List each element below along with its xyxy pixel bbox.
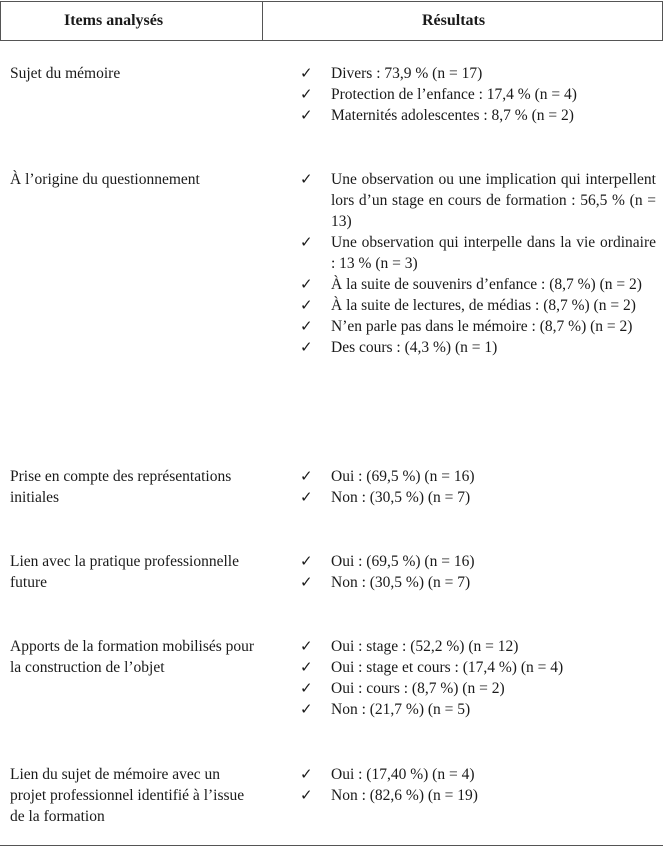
header-column-divider <box>262 1 263 41</box>
result-item: ✓ À la suite de souvenirs d’enfance : (8,7 %) (n = 2) <box>300 275 642 293</box>
checkmark-icon: ✓ <box>300 700 313 718</box>
results-representations-initiales <box>300 466 656 508</box>
result-item: ✓ Oui : (69,5 %) (n = 16) <box>300 552 475 570</box>
result-item: ✓ À la suite de lectures, de médias : (8,7 %) (n = 2) <box>300 296 636 314</box>
checkmark-icon: ✓ <box>300 85 313 103</box>
checkmark-icon: ✓ <box>300 64 313 82</box>
result-item: ✓ Oui : cours : (8,7 %) (n = 2) <box>300 679 505 697</box>
header-items-analyses: Items analysés <box>64 12 164 29</box>
checkmark-icon: ✓ <box>300 233 313 251</box>
result-item: ✓ Des cours : (4,3 %) (n = 1) <box>300 338 498 356</box>
result-item: ✓ N’en parle pas dans le mémoire : (8,7 %) (n = 2) <box>300 317 633 335</box>
header-left-border <box>0 1 1 41</box>
checkmark-icon: ✓ <box>300 765 313 783</box>
result-item: ✓ Maternités adolescentes : 8,7 % (n = 2) <box>300 106 574 124</box>
checkmark-icon: ✓ <box>300 296 313 314</box>
checkmark-icon: ✓ <box>300 679 313 697</box>
item-pratique-professionnelle: Lien avec la pratique professionnelle future <box>10 553 239 591</box>
header-resultats: Résultats <box>422 12 486 29</box>
checkmark-icon: ✓ <box>300 786 313 804</box>
checkmark-icon: ✓ <box>300 658 313 676</box>
result-item: ✓ Divers : 73,9 % (n = 17) <box>300 64 483 82</box>
results-origine-questionnement <box>300 169 656 358</box>
result-item: ✓ Oui : (69,5 %) (n = 16) <box>300 467 475 485</box>
item-projet-professionnel: Lien du sujet de mémoire avec un projet professionnel identifié à l’issue de la formation <box>10 766 245 825</box>
item-apports-formation: Apports de la formation mobilisés pour la construction de l’objet <box>10 638 255 676</box>
checkmark-icon: ✓ <box>300 317 313 335</box>
header-bottom-border <box>0 40 663 41</box>
checkmark-icon: ✓ <box>300 552 313 570</box>
result-item: ✓ Oui : (17,40 %) (n = 4) <box>300 765 475 783</box>
result-item: ✓ Non : (30,5 %) (n = 7) <box>300 573 471 591</box>
checkmark-icon: ✓ <box>300 170 313 188</box>
results-projet-professionnel <box>300 764 656 806</box>
result-item: ✓ Non : (21,7 %) (n = 5) <box>300 700 471 718</box>
results-sujet-du-memoire <box>300 63 656 126</box>
checkmark-icon: ✓ <box>300 338 313 356</box>
item-sujet-du-memoire: Sujet du mémoire <box>10 65 121 82</box>
results-apports-formation <box>300 636 656 720</box>
checkmark-icon: ✓ <box>300 573 313 591</box>
result-item: ✓ Non : (30,5 %) (n = 7) <box>300 488 471 506</box>
item-representations-initiales: Prise en compte des représentations initiales <box>10 468 232 506</box>
result-item: ✓ Une observation ou une implication qui interpellent lors d’un stage en cours de formation : 56,5 % (n = 13) <box>300 170 656 230</box>
checkmark-icon: ✓ <box>300 488 313 506</box>
result-item: ✓ Oui : stage et cours : (17,4 %) (n = 4) <box>300 658 564 676</box>
results-pratique-professionnelle <box>300 551 656 593</box>
result-item: ✓ Oui : stage : (52,2 %) (n = 12) <box>300 637 519 655</box>
result-item: ✓ Protection de l’enfance : 17,4 % (n = 4) <box>300 85 577 103</box>
result-item: ✓ Une observation qui interpelle dans la vie ordinaire : 13 % (n = 3) <box>300 233 656 272</box>
checkmark-icon: ✓ <box>300 106 313 124</box>
checkmark-icon: ✓ <box>300 275 313 293</box>
checkmark-icon: ✓ <box>300 637 313 655</box>
result-item: ✓ Non : (82,6 %) (n = 19) <box>300 786 478 804</box>
item-origine-questionnement: À l’origine du questionnement <box>10 171 200 188</box>
checkmark-icon: ✓ <box>300 467 313 485</box>
table-bottom-border <box>0 845 663 846</box>
table-top-border <box>0 1 663 2</box>
